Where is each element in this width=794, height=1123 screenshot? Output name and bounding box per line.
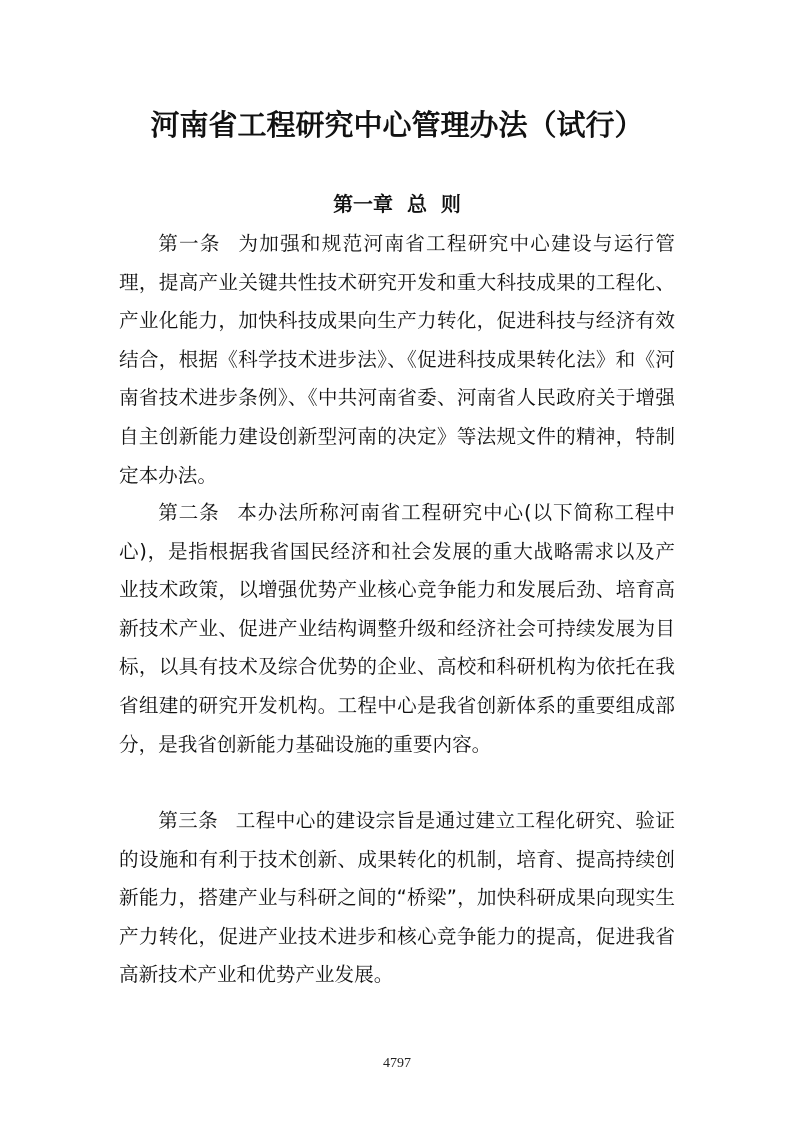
article-text: 为加强和规范河南省工程研究中心建设与运行管理，提高产业关键共性技术研究开发和重大科技成果的工程化、产业化能力，加快科技成果向生产力转化，促进科技与经济有效结合，根据《科学技术进步法》、《促进科技成果转化法》和《河南省技术进步条例》、《中共河南省委、河南省人民政府关于增强自主创新能力建设创新型河南的决定》等法规文件的精神，特制定本办法。 (119, 232, 676, 487)
article-number: 第二条 (158, 501, 220, 524)
article-paragraph (119, 225, 675, 495)
article-paragraph (119, 494, 675, 764)
article-text: 本办法所称河南省工程研究中心(以下简称工程中心)，是指根据我省国民经济和社会发展的重大战略需求以及产业技术政策，以增强优势产业核心竞争能力和发展后劲、培育高新技术产业、促进产业结构调整升级和经济社会可持续发展为目标，以具有技术及综合优势的企业、高校和科研机构为依托在我省组建的研究开发机构。工程中心是我省创新体系的重要组成部分，是我省创新能力基础设施的重要内容。 (119, 501, 675, 756)
article-number: 第一条 (158, 232, 221, 255)
article-number: 第三条 (158, 809, 219, 832)
chapter-heading: 第一章 总 则 (333, 192, 461, 216)
page-number: 4797 (383, 1056, 411, 1071)
article-text: 工程中心的建设宗旨是通过建立工程化研究、验证的设施和有利于技术创新、成果转化的机制，培育、提高持续创新能力，搭建产业与科研之间的“桥梁”，加快科研成果向现实生产力转化，促进产业技术进步和核心竞争能力的提高，促进我省高新技术产业和优势产业发展。 (119, 809, 676, 987)
document-title: 河南省工程研究中心管理办法（试行） (150, 108, 644, 142)
article-paragraph (119, 802, 675, 995)
